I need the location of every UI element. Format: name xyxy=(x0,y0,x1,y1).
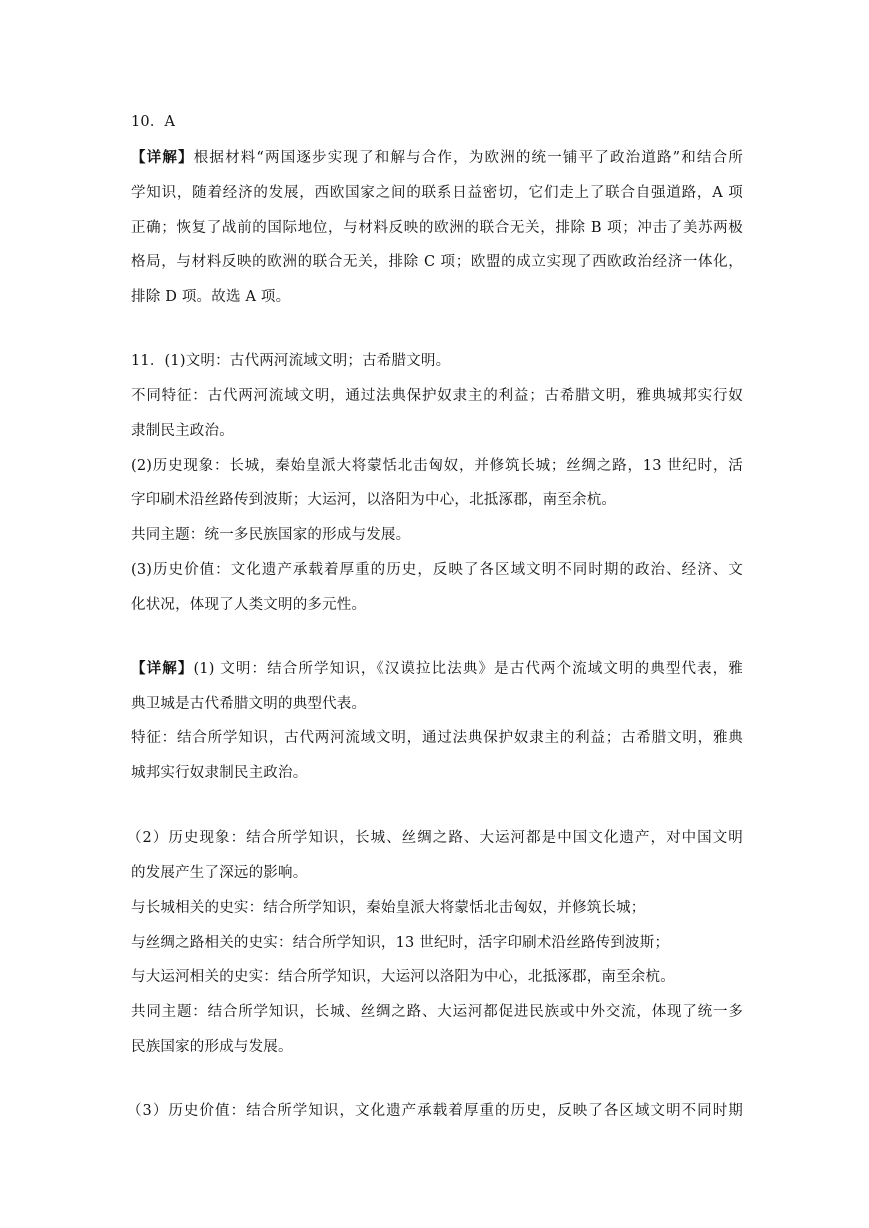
q10-detail-line: 格局，与材料反映的欧洲的联合无关，排除 C 项；欧盟的成立实现了西欧政治经济一体化， xyxy=(131,254,743,270)
q10-detail-line: 学知识，随着经济的发展，西欧国家之间的联系日益密切，它们走上了联合自强道路，A 项 xyxy=(131,185,743,201)
q10-detail-text: 根据材料“两国逐步实现了和解与合作，为欧洲的统一铺平了政治道路”和结合所 xyxy=(193,150,743,166)
q11-answer-line: 字印刷术沿丝路传到波斯；大运河，以洛阳为中心，北抵涿郡，南至余杭。 xyxy=(131,492,617,508)
q11-detail-line: 与长城相关的史实：结合所学知识，秦始皇派大将蒙恬北击匈奴，并修筑长城； xyxy=(131,900,646,916)
q11-detail-line: 民族国家的形成与发展。 xyxy=(131,1039,293,1055)
q11-detail-line: 共同主题：结合所学知识，长城、丝绸之路、大运河都促进民族或中外交流，体现了统一多 xyxy=(131,1004,743,1020)
q11-detail-line: 的发展产生了深远的影响。 xyxy=(131,865,308,881)
q11-detail-line: 典卫城是古代希腊文明的典型代表。 xyxy=(131,696,367,712)
q11-answer-line: 11．(1)文明：古代两河流域文明；古希腊文明。 xyxy=(131,353,451,369)
detail-label: 【详解】 xyxy=(131,660,194,677)
q11-detail-line xyxy=(131,659,743,679)
q11-answer-line: (2)历史现象：长城，秦始皇派大将蒙恬北击匈奴，并修筑长城；丝绸之路，13 世纪时，活 xyxy=(131,458,743,474)
q11-answer-line: 隶制民主政治。 xyxy=(131,423,234,439)
q11-answer-line: 化状况，体现了人类文明的多元性。 xyxy=(131,597,367,613)
detail-label: 【详解】 xyxy=(131,149,194,166)
q11-detail-line: 城邦实行奴隶制民主政治。 xyxy=(131,765,308,781)
q11-answer-line: 不同特征：古代两河流域文明，通过法典保护奴隶主的利益；古希腊文明，雅典城邦实行奴 xyxy=(131,388,743,404)
q11-detail-line: 与丝绸之路相关的史实：结合所学知识，13 世纪时，活字印刷术沿丝路传到波斯； xyxy=(131,935,670,951)
q11-answer-line: (3)历史价值：文化遗产承载着厚重的历史，反映了各区域文明不同时期的政治、经济、文 xyxy=(131,562,743,578)
q11-answer-line: 共同主题：统一多民族国家的形成与发展。 xyxy=(131,527,411,543)
q10-answer: 10．A xyxy=(131,114,176,130)
q10-detail-line: 排除 D 项。故选 A 项。 xyxy=(131,289,291,305)
q10-detail-line xyxy=(131,148,743,168)
q11-detail-line: 特征：结合所学知识，古代两河流域文明，通过法典保护奴隶主的利益；古希腊文明，雅典 xyxy=(131,730,743,746)
q11-detail-line: （3）历史价值：结合所学知识，文化遗产承载着厚重的历史，反映了各区域文明不同时期 xyxy=(127,1103,743,1119)
q10-detail-line: 正确；恢复了战前的国际地位，与材料反映的欧洲的联合无关，排除 B 项；冲击了美苏两极 xyxy=(131,220,743,236)
q11-detail-line: （2）历史现象：结合所学知识，长城、丝绸之路、大运河都是中国文化遗产，对中国文明 xyxy=(127,830,743,846)
q11-detail-line: 与大运河相关的史实：结合所学知识，大运河以洛阳为中心，北抵涿郡，南至余杭。 xyxy=(131,969,675,985)
q11-detail-text: (1) 文明：结合所学知识，《汉谟拉比法典》是古代两个流域文明的典型代表，雅 xyxy=(193,661,743,677)
